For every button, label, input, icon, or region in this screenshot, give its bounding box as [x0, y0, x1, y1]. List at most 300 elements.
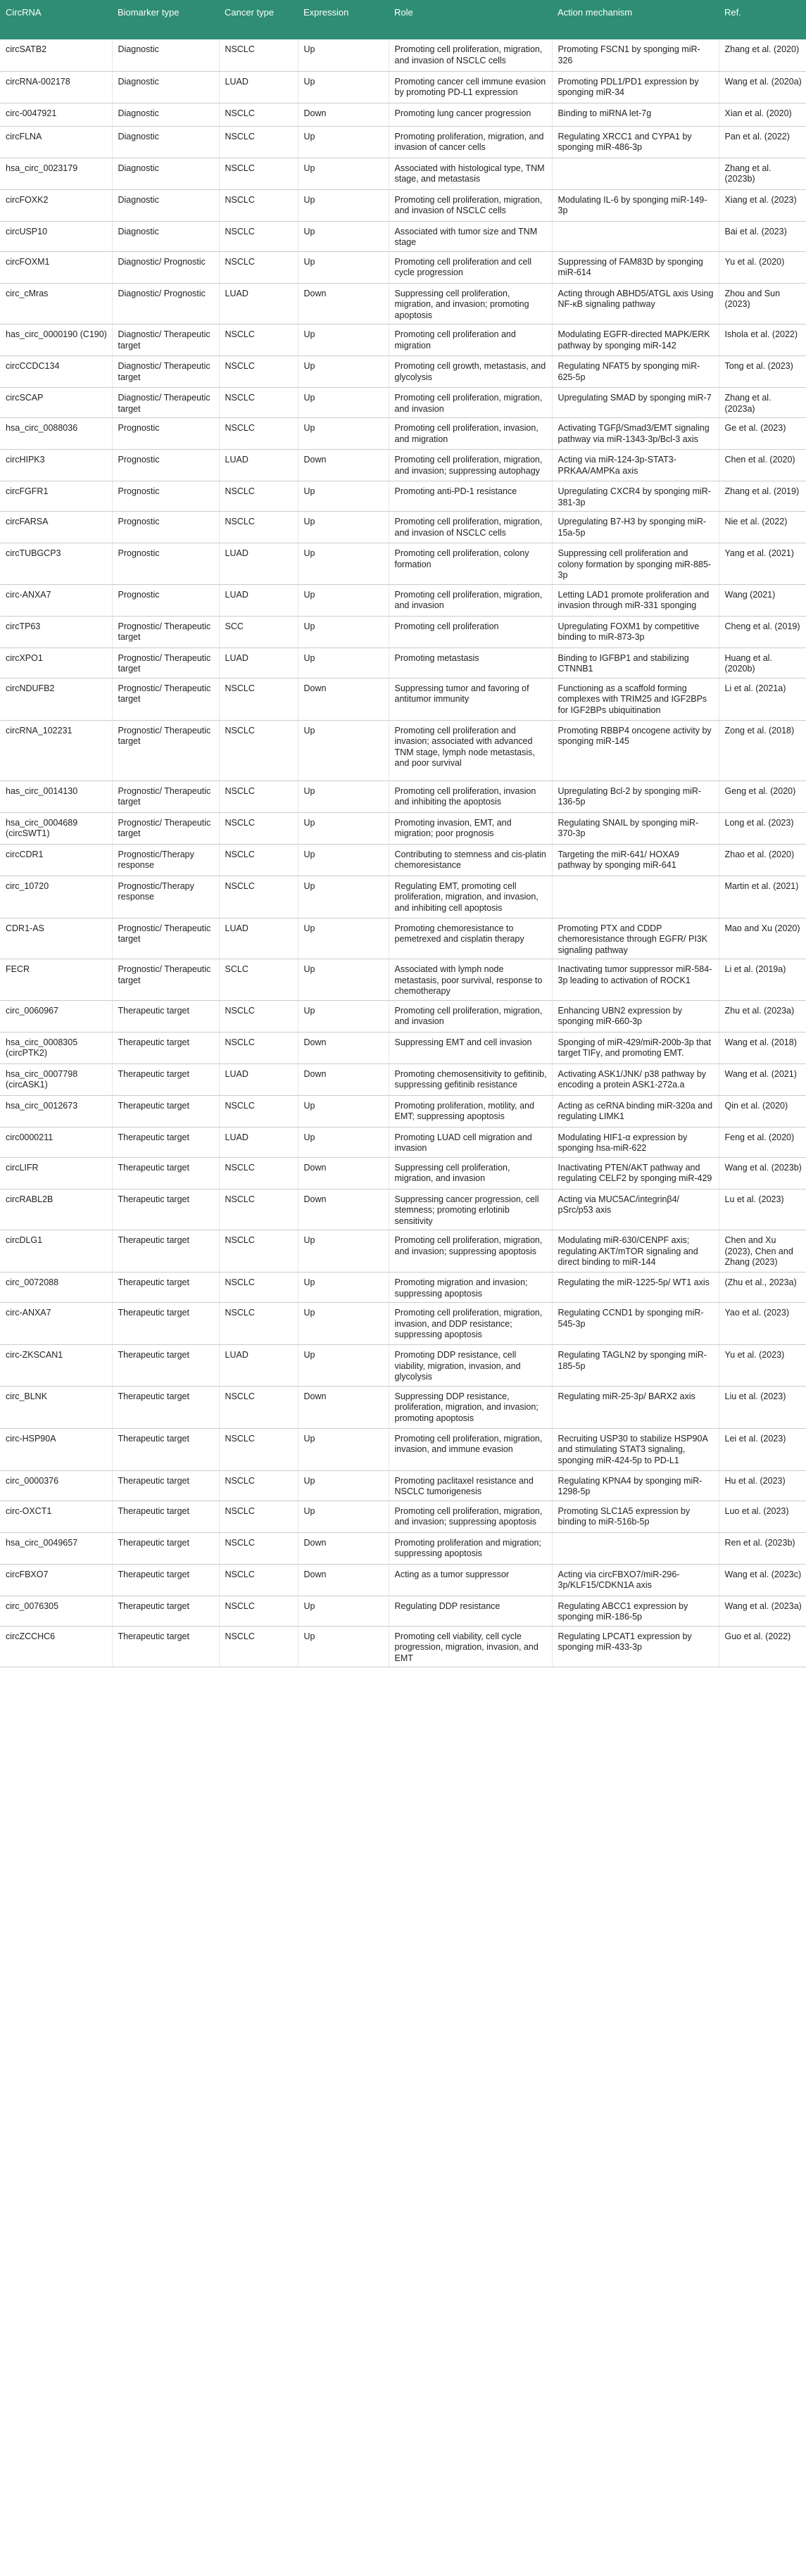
- cell-cancer-type: NSCLC: [219, 126, 298, 158]
- cell-action-mechanism: Modulating EGFR-directed MAPK/ERK pathway by sponging miR-142: [552, 324, 719, 356]
- cell-action-mechanism: Regulating XRCC1 and CYPA1 by sponging miR-486-3p: [552, 126, 719, 158]
- cell-expression: Up: [298, 1626, 389, 1667]
- cell-action-mechanism: Modulating miR-630/CENPF axis; regulating AKT/mTOR signaling and direct binding to miR-144: [552, 1230, 719, 1273]
- cell-reference: Hu et al. (2023): [719, 1470, 806, 1501]
- cell-expression: Down: [298, 1564, 389, 1596]
- cell-circrna: circ-ANXA7: [0, 1303, 112, 1345]
- cell-role: Promoting anti-PD-1 resistance: [389, 481, 552, 512]
- cell-biomarker-type: Therapeutic target: [112, 1230, 219, 1273]
- cell-circrna: circ-ANXA7: [0, 584, 112, 616]
- cell-cancer-type: NSCLC: [219, 356, 298, 388]
- cell-reference: Li et al. (2019a): [719, 959, 806, 1001]
- cell-biomarker-type: Therapeutic target: [112, 1063, 219, 1095]
- cell-circrna: circRNA-002178: [0, 71, 112, 103]
- cell-reference: Wang et al. (2021): [719, 1063, 806, 1095]
- cell-expression: Up: [298, 1303, 389, 1345]
- cell-role: Promoting cancer cell immune evasion by promoting PD-L1 expression: [389, 71, 552, 103]
- table-row: [0, 221, 806, 251]
- cell-biomarker-type: Diagnostic: [112, 126, 219, 158]
- table-row: [0, 1470, 806, 1501]
- cell-action-mechanism: Acting via miR-124-3p-STAT3-PRKAA/AMPKa axis: [552, 450, 719, 481]
- cell-action-mechanism: Activating TGFβ/Smad3/EMT signaling pathway via miR-1343-3p/Bcl-3 axis: [552, 418, 719, 450]
- cell-biomarker-type: Therapeutic target: [112, 1273, 219, 1303]
- cell-role: Regulating DDP resistance: [389, 1596, 552, 1626]
- cell-cancer-type: NSCLC: [219, 189, 298, 221]
- cell-reference: Chen and Xu (2023), Chen and Zhang (2023): [719, 1230, 806, 1273]
- table-row: [0, 876, 806, 918]
- cell-expression: Down: [298, 450, 389, 481]
- table-row: [0, 126, 806, 158]
- table-row: [0, 1345, 806, 1387]
- cell-expression: Up: [298, 158, 389, 189]
- table-row: [0, 1000, 806, 1032]
- cell-reference: Lu et al. (2023): [719, 1189, 806, 1230]
- cell-role: Associated with histological type, TNM stage, and metastasis: [389, 158, 552, 189]
- cell-cancer-type: NSCLC: [219, 1000, 298, 1032]
- cell-role: Promoting paclitaxel resistance and NSCLC tumorigenesis: [389, 1470, 552, 1501]
- cell-role: Suppressing DDP resistance, proliferation, migration, and invasion; promoting apoptosis: [389, 1386, 552, 1428]
- cell-circrna: FECR: [0, 959, 112, 1001]
- cell-role: Promoting cell proliferation, migration, invasion, and immune evasion: [389, 1428, 552, 1470]
- cell-action-mechanism: Acting via MUC5AC/integrinβ4/ pSrc/p53 axis: [552, 1189, 719, 1230]
- cell-action-mechanism: Upregulating FOXM1 by competitive binding to miR-873-3p: [552, 616, 719, 648]
- cell-role: Promoting cell proliferation and cell cycle progression: [389, 251, 552, 283]
- cell-action-mechanism: Upregulating CXCR4 by sponging miR-381-3p: [552, 481, 719, 512]
- cell-expression: Up: [298, 844, 389, 876]
- cell-circrna: circFOXM1: [0, 251, 112, 283]
- table-row: [0, 1063, 806, 1095]
- cell-circrna: circDLG1: [0, 1230, 112, 1273]
- cell-circrna: circTUBGCP3: [0, 543, 112, 585]
- cell-circrna: circ_BLNK: [0, 1386, 112, 1428]
- table-row: [0, 450, 806, 481]
- header-biomarker-type: Biomarker type: [118, 7, 180, 18]
- cell-cancer-type: NSCLC: [219, 1428, 298, 1470]
- cell-reference: Qin et al. (2020): [719, 1095, 806, 1127]
- cell-circrna: circ_cMras: [0, 283, 112, 324]
- cell-biomarker-type: Therapeutic target: [112, 1428, 219, 1470]
- cell-action-mechanism: [552, 876, 719, 918]
- cell-reference: Zhang et al. (2019): [719, 481, 806, 512]
- cell-reference: Cheng et al. (2019): [719, 616, 806, 648]
- cell-expression: Up: [298, 876, 389, 918]
- cell-cancer-type: NSCLC: [219, 1189, 298, 1230]
- cell-expression: Up: [298, 1230, 389, 1273]
- cell-biomarker-type: Therapeutic target: [112, 1189, 219, 1230]
- table-row: [0, 918, 806, 959]
- cell-biomarker-type: Therapeutic target: [112, 1095, 219, 1127]
- cell-reference: Wang et al. (2023b): [719, 1157, 806, 1189]
- cell-cancer-type: LUAD: [219, 1063, 298, 1095]
- table-row: [0, 1157, 806, 1189]
- cell-circrna: circ_0076305: [0, 1596, 112, 1626]
- cell-action-mechanism: Regulating SNAIL by sponging miR-370-3p: [552, 812, 719, 844]
- table-row: [0, 1428, 806, 1470]
- table-row: [0, 648, 806, 678]
- cell-expression: Up: [298, 1127, 389, 1157]
- cell-biomarker-type: Therapeutic target: [112, 1596, 219, 1626]
- cell-reference: Ren et al. (2023b): [719, 1532, 806, 1564]
- cell-reference: Wang (2021): [719, 584, 806, 616]
- cell-cancer-type: NSCLC: [219, 720, 298, 781]
- cell-role: Promoting chemoresistance to pemetrexed and cisplatin therapy: [389, 918, 552, 959]
- header-expression: Expression: [303, 7, 349, 18]
- cell-role: Promoting cell proliferation, migration, and invasion; suppressing autophagy: [389, 450, 552, 481]
- cell-expression: Up: [298, 221, 389, 251]
- cell-biomarker-type: Prognostic/ Therapeutic target: [112, 781, 219, 812]
- cell-role: Promoting DDP resistance, cell viability, migration, invasion, and glycolysis: [389, 1345, 552, 1387]
- cell-biomarker-type: Prognostic/ Therapeutic target: [112, 720, 219, 781]
- cell-circrna: hsa_circ_0004689 (circSWT1): [0, 812, 112, 844]
- cell-expression: Down: [298, 1157, 389, 1189]
- cell-role: Promoting cell proliferation, migration, and invasion: [389, 584, 552, 616]
- cell-role: Promoting cell proliferation, invasion and inhibiting the apoptosis: [389, 781, 552, 812]
- cell-action-mechanism: [552, 158, 719, 189]
- cell-circrna: circUSP10: [0, 221, 112, 251]
- cell-reference: Zong et al. (2018): [719, 720, 806, 781]
- cell-action-mechanism: Targeting the miR-641/ HOXA9 pathway by sponging miR-641: [552, 844, 719, 876]
- cell-action-mechanism: [552, 1532, 719, 1564]
- cell-expression: Down: [298, 1189, 389, 1230]
- cell-biomarker-type: Prognostic: [112, 512, 219, 543]
- cell-biomarker-type: Prognostic: [112, 418, 219, 450]
- cell-action-mechanism: Regulating miR-25-3p/ BARX2 axis: [552, 1386, 719, 1428]
- cell-action-mechanism: Modulating IL-6 by sponging miR-149-3p: [552, 189, 719, 221]
- table-row: [0, 1032, 806, 1063]
- cell-circrna: hsa_circ_0008305 (circPTK2): [0, 1032, 112, 1063]
- cell-circrna: has_circ_0000190 (C190): [0, 324, 112, 356]
- cell-expression: Up: [298, 584, 389, 616]
- cell-role: Promoting proliferation, motility, and EMT; suppressing apoptosis: [389, 1095, 552, 1127]
- cell-reference: Li et al. (2021a): [719, 678, 806, 720]
- table-row: [0, 418, 806, 450]
- cell-reference: Zhou and Sun (2023): [719, 283, 806, 324]
- cell-circrna: circFOXK2: [0, 189, 112, 221]
- cell-expression: Up: [298, 1470, 389, 1501]
- cell-expression: Up: [298, 812, 389, 844]
- cell-biomarker-type: Prognostic/ Therapeutic target: [112, 959, 219, 1001]
- cell-biomarker-type: Diagnostic/ Therapeutic target: [112, 356, 219, 388]
- cell-biomarker-type: Therapeutic target: [112, 1127, 219, 1157]
- cell-circrna: has_circ_0014130: [0, 781, 112, 812]
- cell-reference: Zhang et al. (2020): [719, 39, 806, 71]
- cell-role: Promoting cell proliferation, colony formation: [389, 543, 552, 585]
- cell-biomarker-type: Diagnostic: [112, 221, 219, 251]
- cell-role: Promoting proliferation and migration; suppressing apoptosis: [389, 1532, 552, 1564]
- cell-cancer-type: NSCLC: [219, 844, 298, 876]
- cell-cancer-type: NSCLC: [219, 1470, 298, 1501]
- cell-expression: Up: [298, 324, 389, 356]
- cell-biomarker-type: Therapeutic target: [112, 1386, 219, 1428]
- cell-biomarker-type: Diagnostic/ Prognostic: [112, 283, 219, 324]
- table-row: [0, 1626, 806, 1667]
- cell-expression: Down: [298, 1063, 389, 1095]
- cell-action-mechanism: Promoting FSCN1 by sponging miR-326: [552, 39, 719, 71]
- cell-biomarker-type: Prognostic: [112, 584, 219, 616]
- cell-biomarker-type: Diagnostic/ Therapeutic target: [112, 324, 219, 356]
- cell-biomarker-type: Diagnostic/ Therapeutic target: [112, 388, 219, 418]
- cell-biomarker-type: Therapeutic target: [112, 1626, 219, 1667]
- cell-cancer-type: NSCLC: [219, 1532, 298, 1564]
- table-header: [0, 0, 806, 39]
- cell-circrna: circ_0000376: [0, 1470, 112, 1501]
- cell-cancer-type: NSCLC: [219, 103, 298, 126]
- cell-cancer-type: NSCLC: [219, 251, 298, 283]
- cell-biomarker-type: Prognostic/Therapy response: [112, 844, 219, 876]
- table-row: [0, 584, 806, 616]
- cell-action-mechanism: [552, 221, 719, 251]
- cell-expression: Down: [298, 678, 389, 720]
- cell-role: Promoting cell proliferation, migration, invasion, and DDP resistance; suppressing apoptosis: [389, 1303, 552, 1345]
- cell-biomarker-type: Therapeutic target: [112, 1032, 219, 1063]
- cell-role: Suppressing cancer progression, cell stemness; promoting erlotinib sensitivity: [389, 1189, 552, 1230]
- cell-action-mechanism: Acting as ceRNA binding miR-320a and regulating LIMK1: [552, 1095, 719, 1127]
- cell-action-mechanism: Suppressing cell proliferation and colony formation by sponging miR-885-3p: [552, 543, 719, 585]
- cell-action-mechanism: Binding to miRNA let-7g: [552, 103, 719, 126]
- cell-biomarker-type: Therapeutic target: [112, 1564, 219, 1596]
- cell-circrna: circFLNA: [0, 126, 112, 158]
- cell-circrna: CDR1-AS: [0, 918, 112, 959]
- cell-biomarker-type: Prognostic/ Therapeutic target: [112, 812, 219, 844]
- cell-biomarker-type: Prognostic: [112, 543, 219, 585]
- cell-reference: Wang et al. (2018): [719, 1032, 806, 1063]
- cell-action-mechanism: Inactivating tumor suppressor miR-584-3p leading to activation of ROCK1: [552, 959, 719, 1001]
- table-row: [0, 39, 806, 71]
- cell-expression: Up: [298, 512, 389, 543]
- cell-role: Promoting cell proliferation, invasion, and migration: [389, 418, 552, 450]
- cell-expression: Up: [298, 1000, 389, 1032]
- table-row: [0, 781, 806, 812]
- cell-role: Promoting cell proliferation, migration, and invasion; suppressing apoptosis: [389, 1501, 552, 1532]
- cell-biomarker-type: Diagnostic: [112, 39, 219, 71]
- table-row: [0, 1095, 806, 1127]
- cell-circrna: circ-OXCT1: [0, 1501, 112, 1532]
- cell-action-mechanism: Acting through ABHD5/ATGL axis Using NF-κB signaling pathway: [552, 283, 719, 324]
- cell-cancer-type: NSCLC: [219, 678, 298, 720]
- cell-action-mechanism: Regulating the miR-1225-5p/ WT1 axis: [552, 1273, 719, 1303]
- cell-expression: Up: [298, 648, 389, 678]
- cell-biomarker-type: Therapeutic target: [112, 1345, 219, 1387]
- cell-action-mechanism: Suppressing of FAM83D by sponging miR-614: [552, 251, 719, 283]
- cell-circrna: hsa_circ_0088036: [0, 418, 112, 450]
- cell-cancer-type: NSCLC: [219, 418, 298, 450]
- header-role: Role: [394, 7, 413, 18]
- cell-cancer-type: NSCLC: [219, 1303, 298, 1345]
- table-row: [0, 324, 806, 356]
- cell-circrna: circSATB2: [0, 39, 112, 71]
- cell-expression: Up: [298, 1501, 389, 1532]
- cell-reference: Zhang et al. (2023b): [719, 158, 806, 189]
- cell-circrna: circTP63: [0, 616, 112, 648]
- cell-cancer-type: LUAD: [219, 283, 298, 324]
- cell-role: Promoting cell proliferation, migration, and invasion: [389, 388, 552, 418]
- header-cancer-type: Cancer type: [225, 7, 275, 18]
- cell-circrna: circCCDC134: [0, 356, 112, 388]
- cell-reference: Zhu et al. (2023a): [719, 1000, 806, 1032]
- cell-reference: Yu et al. (2020): [719, 251, 806, 283]
- cell-expression: Up: [298, 418, 389, 450]
- cell-cancer-type: LUAD: [219, 1127, 298, 1157]
- cell-cancer-type: NSCLC: [219, 221, 298, 251]
- table-row: [0, 481, 806, 512]
- cell-cancer-type: NSCLC: [219, 481, 298, 512]
- cell-circrna: circ-0047921: [0, 103, 112, 126]
- cell-action-mechanism: Acting via circFBXO7/miR-296-3p/KLF15/CDKN1A axis: [552, 1564, 719, 1596]
- cell-reference: Yang et al. (2021): [719, 543, 806, 585]
- cell-circrna: circRNA_102231: [0, 720, 112, 781]
- table-row: [0, 1273, 806, 1303]
- cell-action-mechanism: Activating ASK1/JNK/ p38 pathway by encoding a protein ASK1-272a.a: [552, 1063, 719, 1095]
- table-row: [0, 388, 806, 418]
- cell-biomarker-type: Therapeutic target: [112, 1470, 219, 1501]
- table-row: [0, 812, 806, 844]
- cell-reference: Xian et al. (2020): [719, 103, 806, 126]
- cell-expression: Up: [298, 126, 389, 158]
- cell-role: Promoting LUAD cell migration and invasion: [389, 1127, 552, 1157]
- header-action-mechanism: Action mechanism: [558, 7, 633, 18]
- cell-circrna: hsa_circ_0049657: [0, 1532, 112, 1564]
- cell-expression: Up: [298, 71, 389, 103]
- cell-role: Promoting cell proliferation, migration, and invasion of NSCLC cells: [389, 189, 552, 221]
- cell-cancer-type: LUAD: [219, 648, 298, 678]
- cell-circrna: circXPO1: [0, 648, 112, 678]
- cell-action-mechanism: Promoting PTX and CDDP chemoresistance through EGFR/ PI3K signaling pathway: [552, 918, 719, 959]
- cell-circrna: circNDUFB2: [0, 678, 112, 720]
- cell-expression: Down: [298, 283, 389, 324]
- cell-action-mechanism: Inactivating PTEN/AKT pathway and regulating CELF2 by sponging miR-429: [552, 1157, 719, 1189]
- cell-expression: Up: [298, 918, 389, 959]
- cell-action-mechanism: Regulating ABCC1 expression by sponging miR-186-5p: [552, 1596, 719, 1626]
- cell-expression: Up: [298, 781, 389, 812]
- cell-role: Suppressing cell proliferation, migration, and invasion: [389, 1157, 552, 1189]
- cell-expression: Up: [298, 1345, 389, 1387]
- cell-expression: Down: [298, 1386, 389, 1428]
- cell-expression: Up: [298, 388, 389, 418]
- table-row: [0, 844, 806, 876]
- cell-expression: Up: [298, 251, 389, 283]
- cell-expression: Up: [298, 616, 389, 648]
- cell-expression: Up: [298, 356, 389, 388]
- cell-biomarker-type: Prognostic: [112, 450, 219, 481]
- cell-reference: Xiang et al. (2023): [719, 189, 806, 221]
- table-row: [0, 959, 806, 1001]
- cell-action-mechanism: Regulating CCND1 by sponging miR-545-3p: [552, 1303, 719, 1345]
- cell-cancer-type: NSCLC: [219, 1032, 298, 1063]
- cell-action-mechanism: Letting LAD1 promote proliferation and invasion through miR-331 sponging: [552, 584, 719, 616]
- cell-reference: Nie et al. (2022): [719, 512, 806, 543]
- cell-action-mechanism: Regulating LPCAT1 expression by sponging miR-433-3p: [552, 1626, 719, 1667]
- cell-cancer-type: NSCLC: [219, 1596, 298, 1626]
- cell-expression: Up: [298, 189, 389, 221]
- cell-biomarker-type: Prognostic: [112, 481, 219, 512]
- cell-action-mechanism: Upregulating B7-H3 by sponging miR-15a-5p: [552, 512, 719, 543]
- cell-circrna: circSCAP: [0, 388, 112, 418]
- cell-biomarker-type: Diagnostic: [112, 158, 219, 189]
- cell-action-mechanism: Regulating NFAT5 by sponging miR-625-5p: [552, 356, 719, 388]
- cell-cancer-type: NSCLC: [219, 39, 298, 71]
- cell-role: Suppressing tumor and favoring of antitumor immunity: [389, 678, 552, 720]
- cell-action-mechanism: Functioning as a scaffold forming complexes with TRIM25 and IGF2BPs for IGF2BPs ubiquitination: [552, 678, 719, 720]
- cell-biomarker-type: Diagnostic/ Prognostic: [112, 251, 219, 283]
- cell-circrna: circFBXO7: [0, 1564, 112, 1596]
- cell-biomarker-type: Therapeutic target: [112, 1501, 219, 1532]
- table-row: [0, 1127, 806, 1157]
- cell-biomarker-type: Diagnostic: [112, 103, 219, 126]
- cell-expression: Up: [298, 39, 389, 71]
- cell-circrna: circ0000211: [0, 1127, 112, 1157]
- cell-expression: Up: [298, 1095, 389, 1127]
- table-row: [0, 1596, 806, 1626]
- table-row: [0, 1189, 806, 1230]
- cell-action-mechanism: Binding to IGFBP1 and stabilizing CTNNB1: [552, 648, 719, 678]
- cell-role: Associated with tumor size and TNM stage: [389, 221, 552, 251]
- cell-circrna: circ_0060967: [0, 1000, 112, 1032]
- cell-biomarker-type: Prognostic/ Therapeutic target: [112, 648, 219, 678]
- cell-action-mechanism: Recruiting USP30 to stabilize HSP90A and stimulating STAT3 signaling, sponging miR-424-5p to PD-L1: [552, 1428, 719, 1470]
- cell-cancer-type: NSCLC: [219, 1626, 298, 1667]
- cell-cancer-type: SCC: [219, 616, 298, 648]
- cell-action-mechanism: Regulating TAGLN2 by sponging miR-185-5p: [552, 1345, 719, 1387]
- cell-cancer-type: LUAD: [219, 1345, 298, 1387]
- table-row: [0, 103, 806, 126]
- cell-reference: Long et al. (2023): [719, 812, 806, 844]
- cell-role: Promoting cell proliferation, migration, and invasion of NSCLC cells: [389, 39, 552, 71]
- cell-biomarker-type: Therapeutic target: [112, 1000, 219, 1032]
- cell-reference: Guo et al. (2022): [719, 1626, 806, 1667]
- cell-reference: Luo et al. (2023): [719, 1501, 806, 1532]
- cell-biomarker-type: Diagnostic: [112, 189, 219, 221]
- cell-cancer-type: LUAD: [219, 71, 298, 103]
- cell-circrna: circ-ZKSCAN1: [0, 1345, 112, 1387]
- cell-action-mechanism: Promoting PDL1/PD1 expression by sponging miR-34: [552, 71, 719, 103]
- cell-reference: Yu et al. (2023): [719, 1345, 806, 1387]
- cell-reference: Yao et al. (2023): [719, 1303, 806, 1345]
- table-body: [0, 39, 806, 1667]
- table-row: [0, 1386, 806, 1428]
- cell-biomarker-type: Prognostic/ Therapeutic target: [112, 918, 219, 959]
- cell-role: Promoting invasion, EMT, and migration; poor prognosis: [389, 812, 552, 844]
- table-row: [0, 1532, 806, 1564]
- cell-action-mechanism: Modulating HIF1-α expression by sponging hsa-miR-622: [552, 1127, 719, 1157]
- cell-cancer-type: NSCLC: [219, 158, 298, 189]
- cell-cancer-type: NSCLC: [219, 1230, 298, 1273]
- cell-expression: Up: [298, 1273, 389, 1303]
- cell-reference: Wang et al. (2020a): [719, 71, 806, 103]
- header-row: [0, 0, 806, 39]
- cell-expression: Up: [298, 720, 389, 781]
- cell-biomarker-type: Therapeutic target: [112, 1157, 219, 1189]
- cell-cancer-type: NSCLC: [219, 512, 298, 543]
- cell-role: Regulating EMT, promoting cell proliferation, migration, and invasion, and inhibiting cell apoptosis: [389, 876, 552, 918]
- cell-cancer-type: NSCLC: [219, 1501, 298, 1532]
- table-row: [0, 71, 806, 103]
- table-row: [0, 678, 806, 720]
- cell-cancer-type: NSCLC: [219, 1095, 298, 1127]
- cell-reference: Ge et al. (2023): [719, 418, 806, 450]
- cell-role: Promoting migration and invasion; suppressing apoptosis: [389, 1273, 552, 1303]
- cell-role: Promoting cell proliferation and invasion; associated with advanced TNM stage, lymph node metastasis, and poor survival: [389, 720, 552, 781]
- cell-role: Promoting cell proliferation and migration: [389, 324, 552, 356]
- cell-reference: Wang et al. (2023c): [719, 1564, 806, 1596]
- cell-cancer-type: NSCLC: [219, 1386, 298, 1428]
- cell-expression: Down: [298, 1532, 389, 1564]
- table-row: [0, 1501, 806, 1532]
- cell-reference: Lei et al. (2023): [719, 1428, 806, 1470]
- cell-cancer-type: NSCLC: [219, 812, 298, 844]
- cell-cancer-type: LUAD: [219, 918, 298, 959]
- cell-reference: Wang et al. (2023a): [719, 1596, 806, 1626]
- cell-biomarker-type: Therapeutic target: [112, 1532, 219, 1564]
